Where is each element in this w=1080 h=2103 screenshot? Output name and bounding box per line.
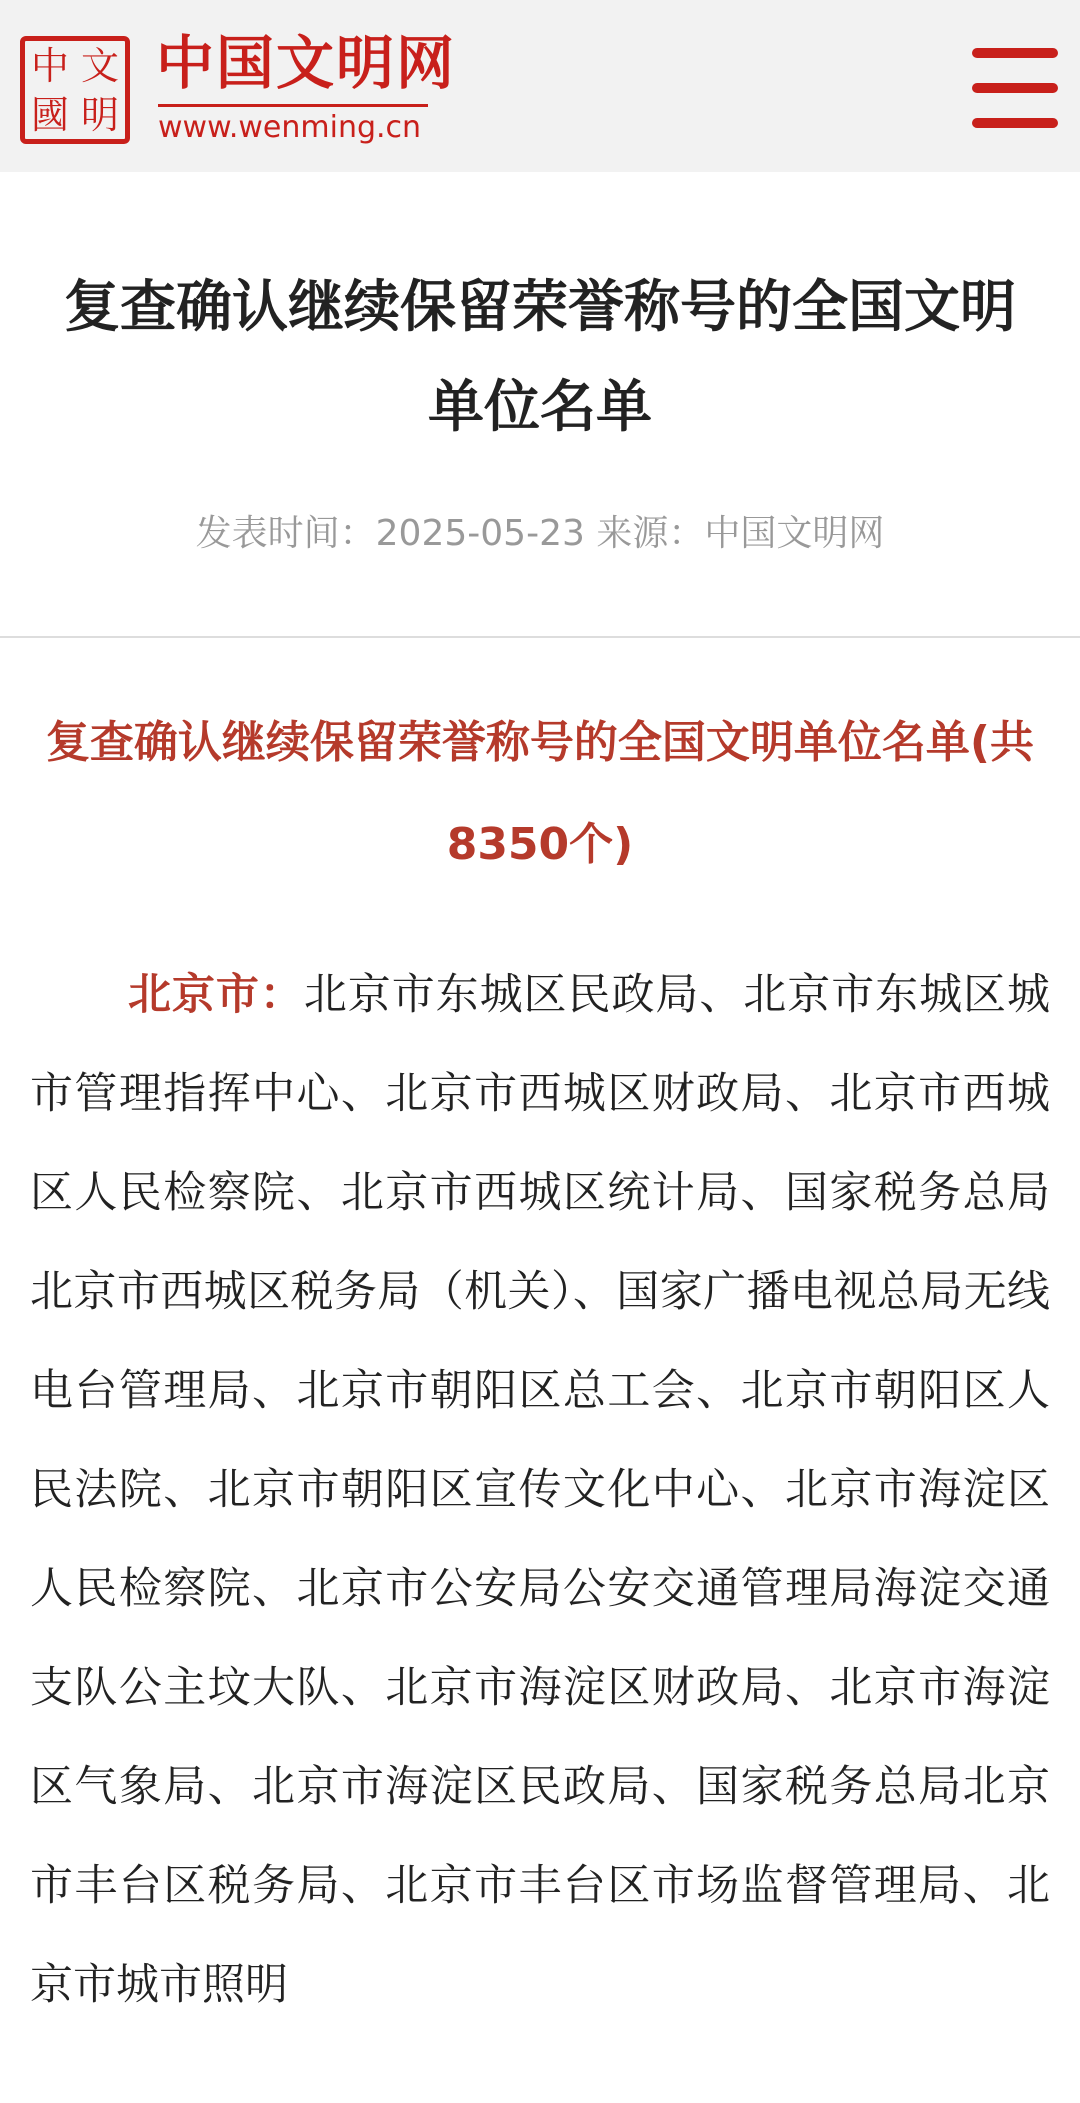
logo-char: 中 [30,43,69,88]
site-name[interactable]: 中国文明网 [156,29,457,97]
hamburger-menu-icon[interactable] [970,46,1060,130]
province-label: 北京市： [128,970,304,1020]
article-title: 复查确认继续保留荣誉称号的全国文明单位名单 [64,275,1016,440]
wenming-seal-logo[interactable] [20,36,130,144]
content-divider [0,636,1080,638]
unit-list: 北京市东城区民政局、北京市东城区城市管理指挥中心、北京市西城区财政局、北京市西城区人民检察院、北京市西城区统计局、国家税务总局北京市西城区税务局（机关）、国家广播电视总局无线电台管理局、北京市朝阳区总工会、北京市朝阳区人民法院、北京市朝阳区宣传文化中心、北京市海淀区人民检察院、北京市公安局公安交通管理局海淀交通支队公主坟大队、北京市海淀区财政局、北京市海淀区气象局、北京市海淀区民政局、国家税务总局北京市丰台区税务局、北京市丰台区市场监督管理局、北京市城市照明 [30,970,1051,2010]
menu-bar [972,48,1058,58]
brand-divider [158,104,428,107]
logo-char: 國 [30,92,69,137]
logo-char: 明 [80,92,119,137]
menu-bar [972,118,1058,128]
menu-bar [972,83,1058,93]
logo-char: 文 [80,43,119,88]
site-url[interactable]: www.wenming.cn [158,110,422,145]
site-header [0,0,1080,172]
article-body [30,946,1050,2035]
section-title: 复查确认继续保留荣誉称号的全国文明单位名单(共8350个) [45,717,1035,870]
article-meta: 发表时间：2025-05-23 来源：中国文明网 [195,513,885,554]
